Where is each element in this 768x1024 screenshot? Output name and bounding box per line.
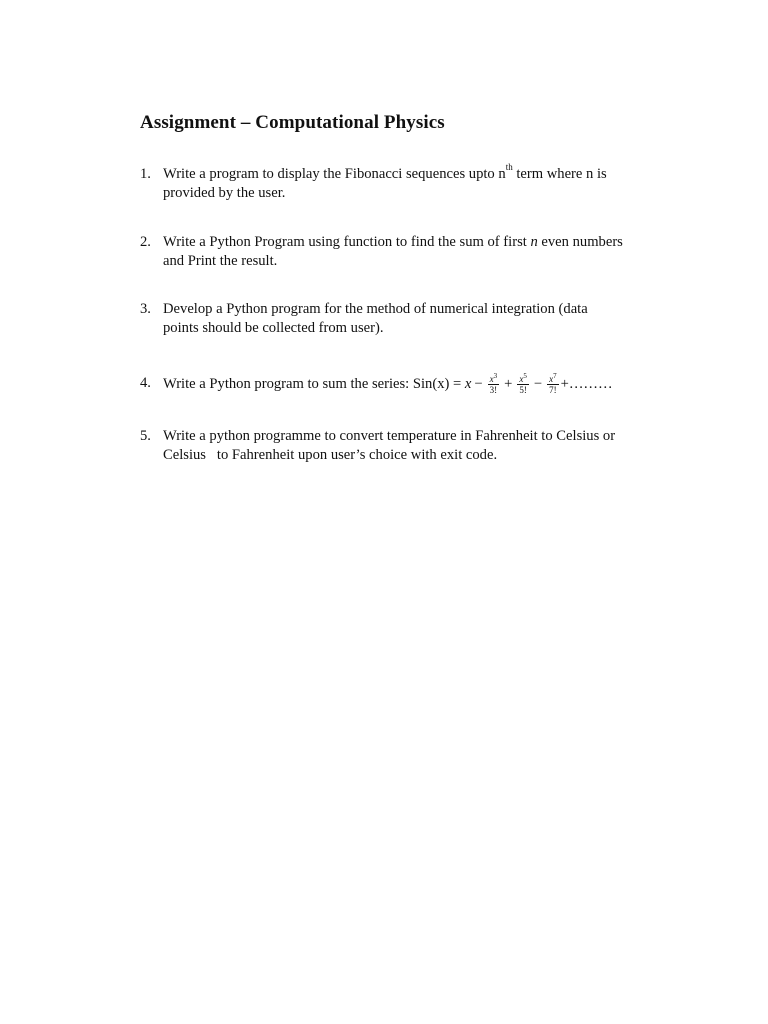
item-line: provided by the user. — [163, 185, 286, 201]
item-number: 3. — [140, 301, 151, 317]
item-line: Write a python programme to convert temperature in Fahrenheit to Celsius or — [163, 428, 616, 444]
list-item — [140, 300, 660, 338]
operator: − — [474, 376, 483, 392]
operator: − — [533, 376, 543, 392]
item-text-part: Write a Python Program using function to find the sum of first — [163, 234, 531, 250]
superscript: th — [505, 162, 513, 173]
item-line: Develop a Python program for the method of numerical integration (data — [163, 301, 588, 317]
list-item — [140, 233, 660, 271]
fraction-denominator: 7! — [549, 385, 557, 395]
item-line — [163, 233, 660, 252]
document-title: Assignment – Computational Physics — [140, 112, 445, 133]
fraction-numerator — [517, 374, 529, 385]
fraction — [517, 374, 529, 395]
operator: + — [504, 376, 513, 392]
math-variable: x — [519, 374, 524, 384]
item-number: 1. — [140, 166, 151, 182]
list-item — [140, 162, 660, 203]
fraction-numerator — [488, 374, 500, 385]
item-text-part: Write a program to display the Fibonacci sequences upto n — [163, 166, 506, 182]
item-number: 4. — [140, 375, 151, 391]
item-number: 5. — [140, 428, 151, 444]
item-text-part: even numbers — [537, 234, 623, 250]
list-item — [140, 374, 660, 395]
math-variable: n — [530, 234, 538, 250]
series-formula — [465, 374, 613, 395]
exponent: 3 — [493, 372, 498, 380]
fraction-denominator: 5! — [519, 385, 527, 395]
item-number: 2. — [140, 234, 151, 250]
item-line — [163, 374, 660, 395]
item-text-part: Write a Python program to sum the series: Sin(x) = — [163, 375, 465, 392]
item-text — [163, 233, 660, 271]
item-line: Celsius to Fahrenheit upon user’s choice with exit code. — [163, 447, 498, 463]
math-variable: x — [464, 376, 472, 392]
fraction-numerator — [547, 374, 559, 385]
exponent: 5 — [523, 372, 527, 380]
item-text — [163, 300, 660, 338]
exponent: 7 — [553, 372, 557, 380]
series-continuation: +……… — [560, 376, 613, 392]
item-line: and Print the result. — [163, 253, 278, 269]
item-text-part: term where n is — [512, 166, 607, 182]
fraction-denominator: 3! — [489, 385, 498, 395]
item-text — [163, 374, 660, 395]
math-variable: x — [489, 374, 494, 384]
item-text — [163, 427, 660, 465]
list-item — [140, 427, 660, 465]
item-text — [163, 162, 660, 203]
item-line: points should be collected from user). — [163, 320, 384, 336]
math-variable: x — [549, 374, 554, 384]
fraction — [547, 374, 559, 395]
item-line — [163, 162, 660, 184]
fraction — [488, 374, 500, 395]
